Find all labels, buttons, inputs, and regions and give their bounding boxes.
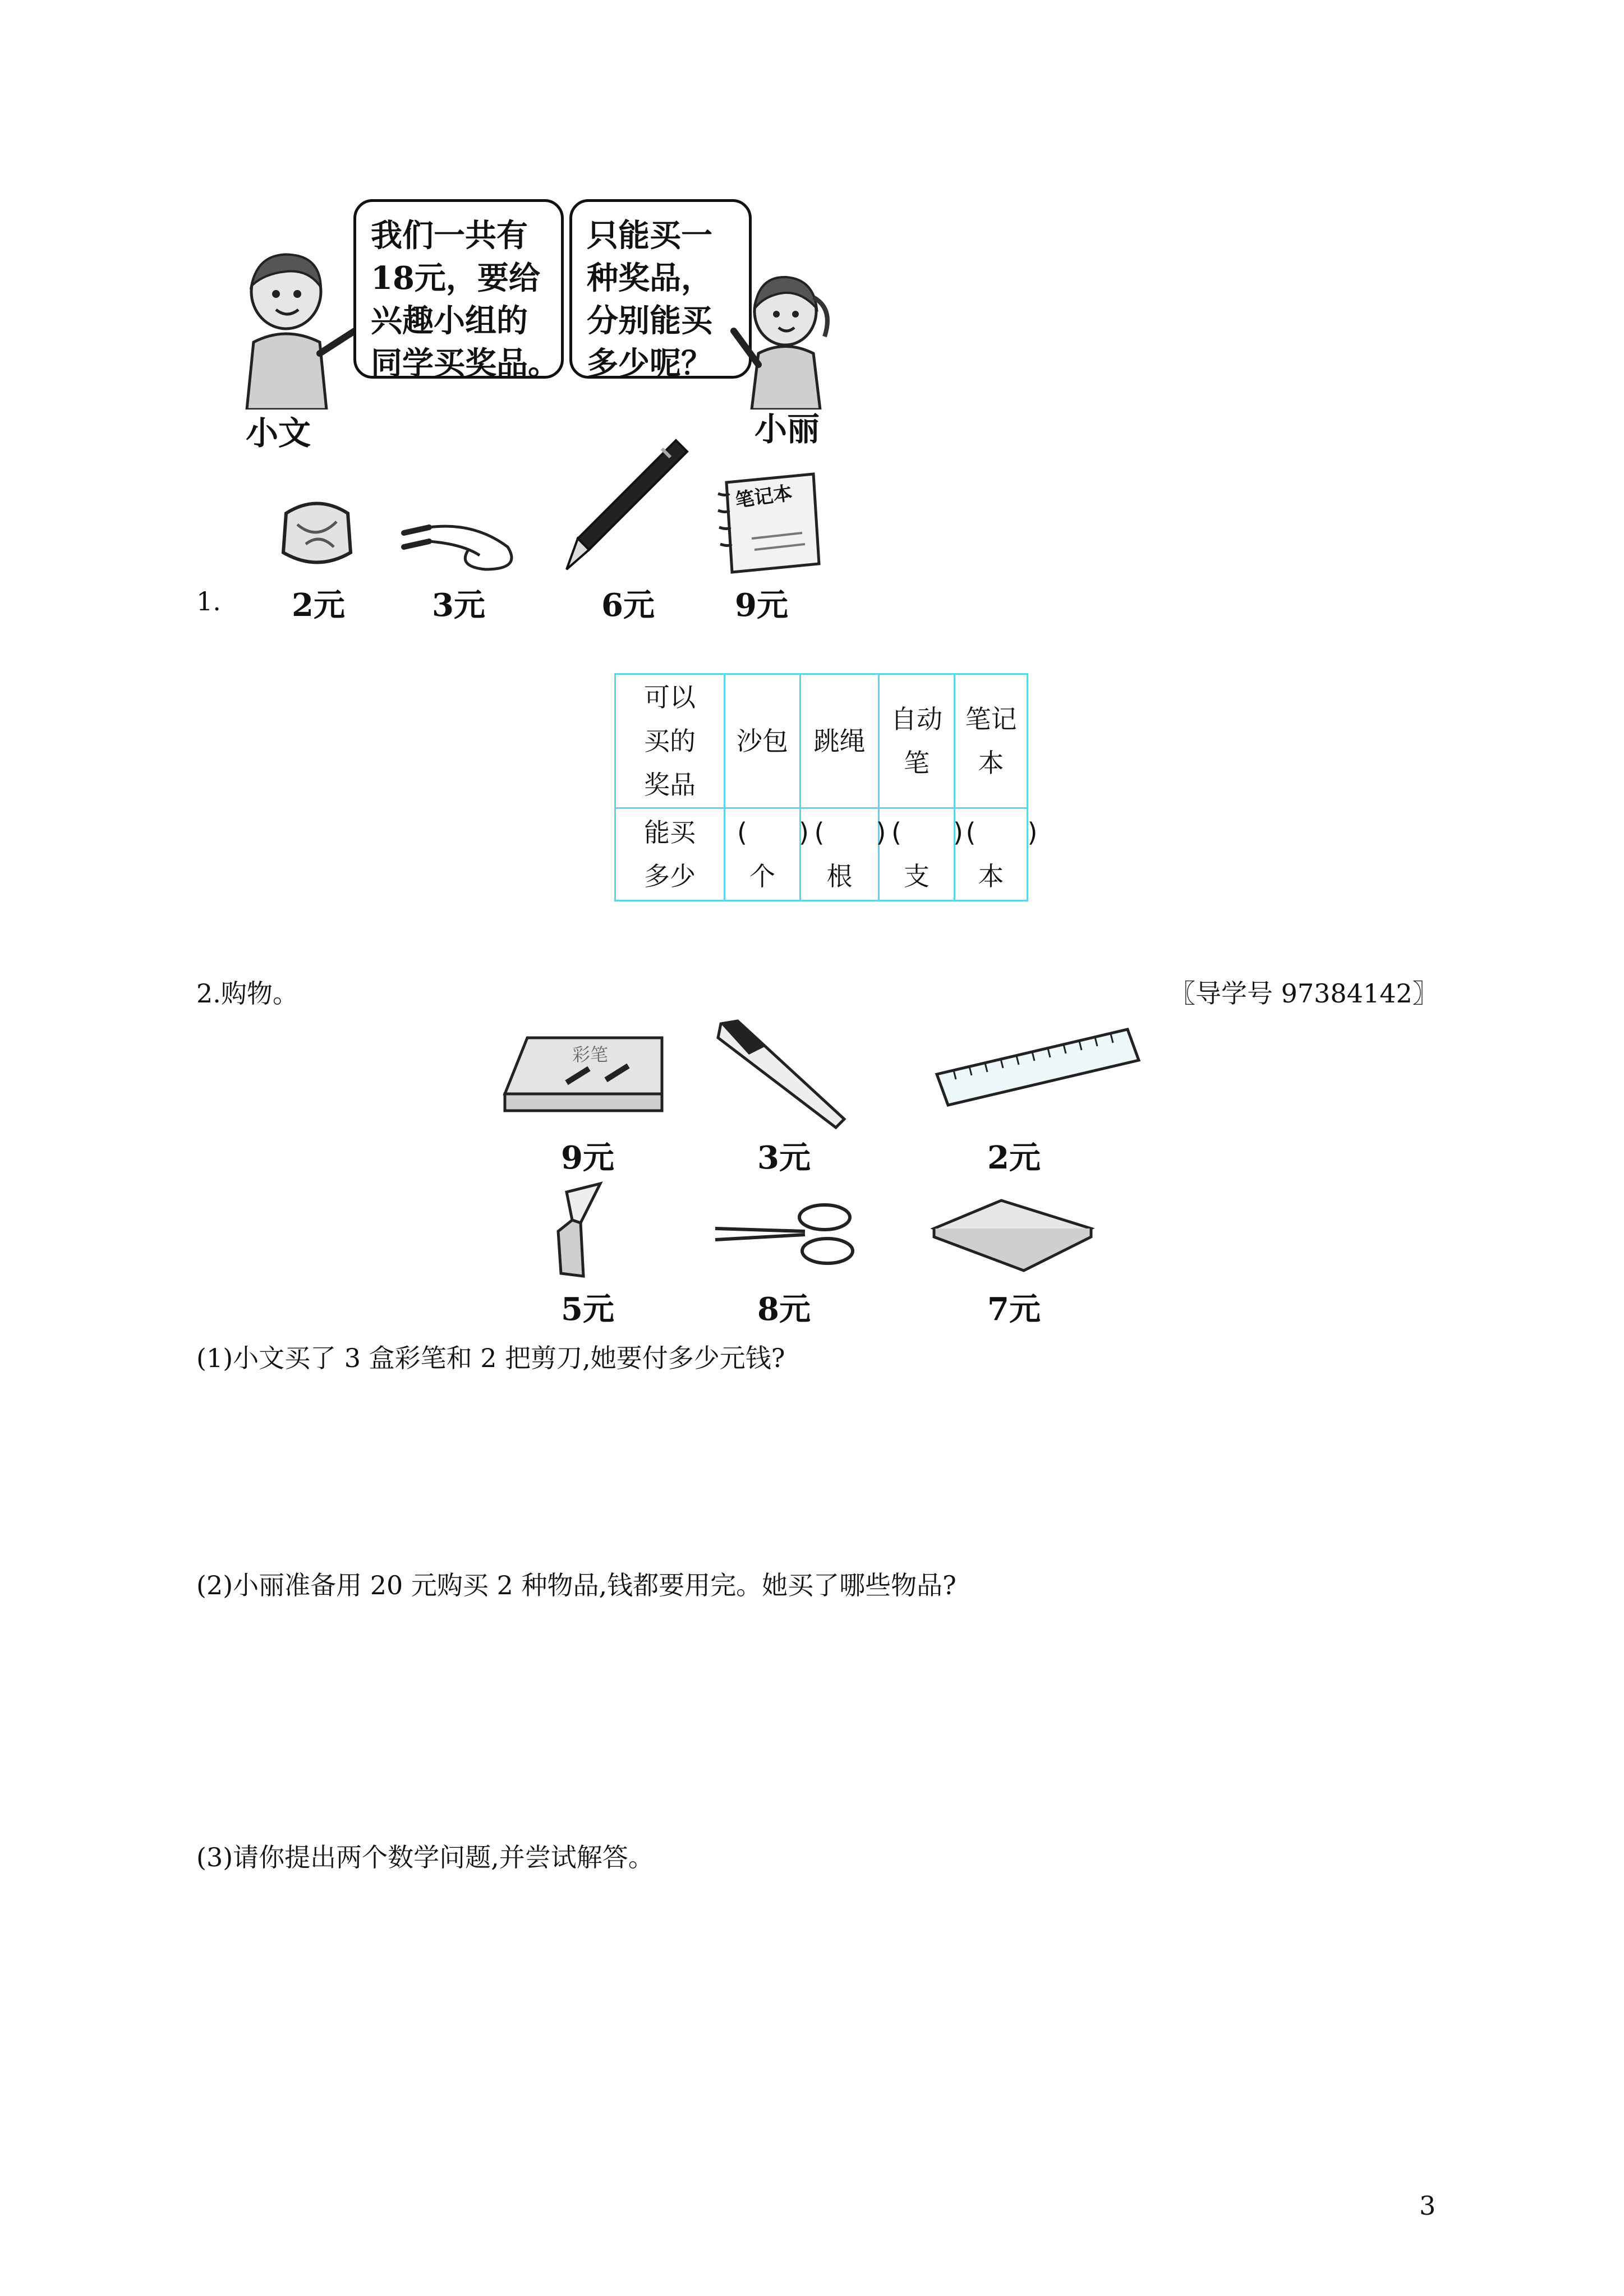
- table-row: [615, 674, 1028, 808]
- header-notebook-label: 笔记本: [965, 704, 1017, 778]
- price-sandbag: 2元: [292, 587, 345, 624]
- answer-blank: ( )个: [737, 817, 809, 891]
- header-pencil-label: 自动笔: [891, 704, 942, 778]
- answer-cell[interactable]: [955, 808, 1038, 901]
- price-notebook: 9元: [735, 587, 788, 624]
- answer-cell[interactable]: [725, 808, 809, 901]
- row-quantity-label: 能买多少: [644, 817, 696, 891]
- table-header-cell: 沙包: [725, 674, 801, 808]
- answer-cell[interactable]: [879, 808, 963, 901]
- sandbag-icon: [275, 491, 359, 572]
- price-pen: 3元: [757, 1139, 811, 1176]
- bubble-line: 我们一共有: [371, 217, 528, 254]
- table-row-label: [615, 808, 725, 901]
- price-mechanical-pencil: 6元: [601, 587, 655, 624]
- question-1-number: 1.: [196, 586, 221, 616]
- question-2-title: 2.购物。: [196, 978, 298, 1009]
- answer-blank: ( )本: [965, 817, 1038, 891]
- girl-xiaowen-icon: [224, 247, 359, 409]
- price-ruler: 2元: [987, 1139, 1041, 1176]
- table-header-cell: 跳绳: [801, 674, 879, 808]
- price-jump-rope: 3元: [432, 587, 485, 624]
- prize-table: [614, 673, 1038, 901]
- bubble-line: 同学买奖品。: [371, 345, 559, 382]
- ruler-icon: [931, 1021, 1144, 1116]
- mechanical-pencil-icon: [555, 432, 696, 578]
- xiaowen-name: 小文: [246, 414, 311, 452]
- bubble-line: 分别能买: [587, 302, 712, 339]
- pen-icon: [710, 1015, 855, 1133]
- bubble-line: 种奖品，: [587, 260, 712, 297]
- crayon-box-icon: [494, 1027, 679, 1116]
- header-prize-label: 可以买的奖品: [644, 682, 696, 800]
- price-crayon-box: 9元: [561, 1139, 614, 1176]
- girl-xiaoli-icon: [724, 269, 836, 409]
- bubble-line: 兴趣小组的: [371, 302, 528, 339]
- table-row: [615, 808, 1028, 901]
- notebook-cover-text: 笔记本: [734, 482, 794, 512]
- paper-stack-icon: [928, 1195, 1097, 1273]
- crayon-box-drawing: [494, 1027, 679, 1116]
- price-paper-stack: 7元: [987, 1291, 1041, 1328]
- xiaoli-name: 小丽: [755, 410, 820, 448]
- table-header-cell: [615, 674, 725, 808]
- price-scissors: 8元: [757, 1291, 811, 1328]
- bubble-line: 只能买一: [587, 217, 712, 254]
- jump-rope-icon: [395, 516, 525, 578]
- notebook-icon: [712, 471, 822, 575]
- utility-knife-icon: [550, 1181, 611, 1279]
- table-header-cell: [955, 674, 1028, 808]
- question-2-1: (1)小文买了 3 盒彩笔和 2 把剪刀,她要付多少元钱?: [196, 1343, 785, 1373]
- answer-blank: ( )根: [814, 817, 886, 891]
- answer-blank: ( )支: [891, 817, 963, 891]
- answer-cell[interactable]: [801, 808, 886, 901]
- scissors-icon: [710, 1198, 858, 1271]
- crayon-box-label: 彩笔: [572, 1044, 609, 1065]
- xiaowen-speech-bubble: [353, 199, 564, 382]
- table-header-cell: [879, 674, 955, 808]
- question-2-3: (3)请你提出两个数学问题,并尝试解答。: [196, 1842, 654, 1872]
- page-number: 3: [1419, 2191, 1436, 2221]
- reference-number: 〖导学号 97384142〗: [1170, 978, 1438, 1009]
- question-2-2: (2)小丽准备用 20 元购买 2 种物品,钱都要用完。她买了哪些物品?: [196, 1570, 956, 1600]
- bubble-line: 多少呢？: [587, 345, 712, 382]
- bubble-line: 18元，要给: [371, 260, 540, 297]
- price-utility-knife: 5元: [561, 1291, 614, 1328]
